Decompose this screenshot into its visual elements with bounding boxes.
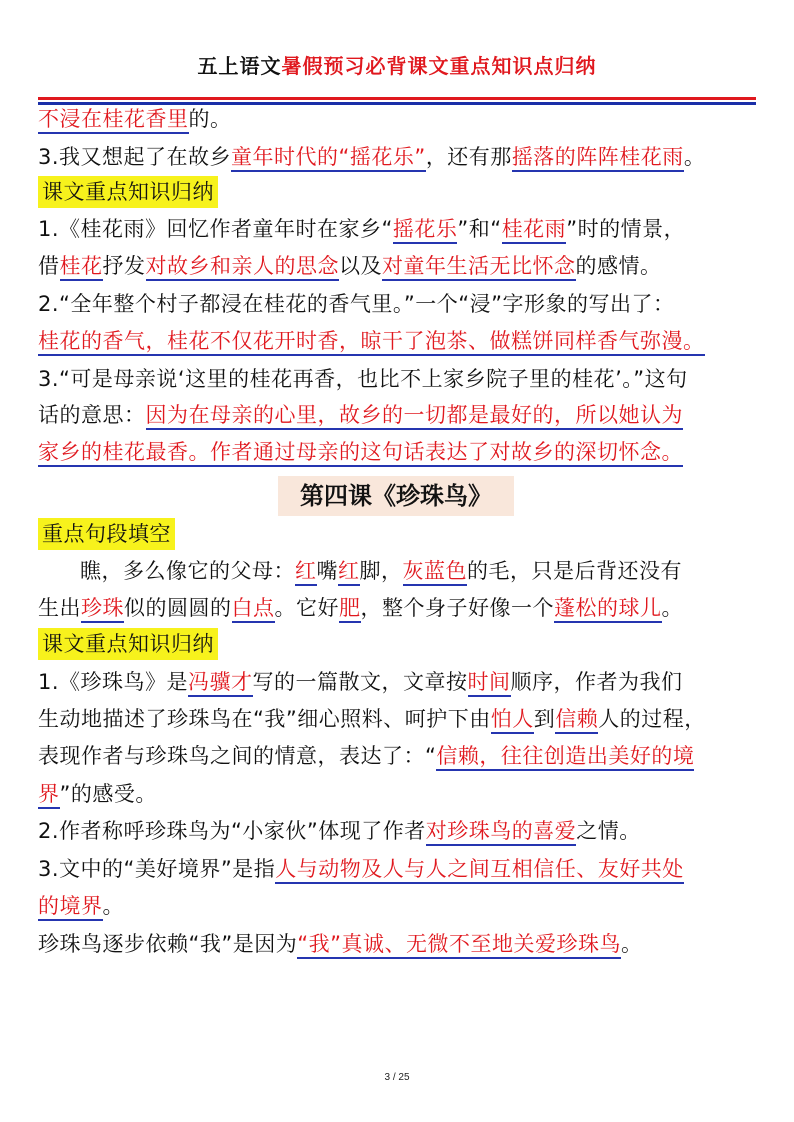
page-title <box>0 40 794 92</box>
plain-text: 3.我又想起了在故乡 <box>38 145 232 169</box>
text-line <box>38 593 758 623</box>
plain-text: 到 <box>533 707 556 731</box>
answer-text: 怕人 <box>491 707 534 734</box>
answer-text: 红 <box>338 559 360 586</box>
answer-text: 信赖，往往创造出美好的境 <box>436 744 694 771</box>
answer-text: 因为在母亲的心里，故乡的一切都是最好的，所以她认为 <box>146 403 684 430</box>
section-heading <box>38 176 758 208</box>
answer-text: 珍珠 <box>81 596 124 623</box>
text-line <box>38 104 758 134</box>
text-line <box>38 142 758 172</box>
lesson-title: 第四课《珍珠鸟》 <box>278 476 514 516</box>
text-line <box>38 437 758 467</box>
plain-text: 。 <box>102 894 124 918</box>
plain-text: 。 <box>661 596 683 620</box>
plain-text: 生动地描述了珍珠鸟在“我”细心照料、呵护下由 <box>38 707 491 731</box>
plain-text: 的。 <box>188 107 232 131</box>
answer-text: 白点 <box>232 596 275 623</box>
plain-text: 抒发 <box>102 254 146 278</box>
text-line: 3.“可是母亲说‘这里的桂花再香，也比不上家乡院子里的桂花’。”这句 <box>38 367 688 391</box>
plain-text: 之情。 <box>576 819 641 843</box>
text-line <box>38 667 758 697</box>
plain-text: 珍珠鸟逐步依赖“我”是因为 <box>38 932 298 956</box>
plain-text: 1.《桂花雨》回忆作者童年时在家乡“ <box>38 217 393 241</box>
answer-text: 蓬松的球儿 <box>554 596 662 623</box>
plain-text: 的毛，只是后背还没有 <box>467 559 682 583</box>
section-heading <box>38 518 758 550</box>
plain-text: 。 <box>621 932 643 956</box>
plain-text: 生出 <box>38 596 81 620</box>
answer-text: “我”真诚、无微不至地关爱珍珠鸟 <box>297 932 621 959</box>
page-title-main: 暑假预习必背课文重点知识点归纳 <box>281 54 597 78</box>
text-line <box>38 400 758 430</box>
text-line <box>38 704 758 734</box>
plain-text: 的感情。 <box>575 254 662 278</box>
plain-text: 。 <box>683 145 706 169</box>
plain-text: 借 <box>38 254 60 278</box>
answer-text: 摇落的阵阵桂花雨 <box>512 145 684 172</box>
answer-text: 对故乡和亲人的思念 <box>146 254 340 281</box>
answer-text: 对珍珠鸟的喜爱 <box>426 819 577 846</box>
plain-text: ”的感受。 <box>59 782 157 806</box>
title-divider-red <box>38 97 756 100</box>
plain-text: 脚， <box>359 559 403 583</box>
highlight-heading: 课文重点知识归纳 <box>38 628 218 660</box>
plain-text: 话的意思： <box>38 403 146 427</box>
answer-text: 人与动物及人与人之间互相信任、友好共处 <box>275 857 684 884</box>
answer-text: 对童年生活无比怀念 <box>382 254 576 281</box>
plain-text: 。它好 <box>274 596 339 620</box>
text-line <box>38 891 758 921</box>
plain-text: 表现作者与珍珠鸟之间的情意，表达了：“ <box>38 744 437 768</box>
answer-text: 界 <box>38 782 60 809</box>
answer-text: 信赖 <box>555 707 598 734</box>
answer-text: 桂花雨 <box>502 217 567 244</box>
answer-text: 肥 <box>339 596 361 623</box>
plain-text: 嘴 <box>316 559 338 583</box>
answer-text: 冯骥才 <box>188 670 253 697</box>
plain-text: 瞧，多么像它的父母： <box>80 559 295 583</box>
answer-text: 摇花乐 <box>393 217 458 244</box>
plain-text: 顺序，作者为我们 <box>510 670 683 694</box>
answer-text: 不浸在桂花香里 <box>38 107 189 134</box>
answer-text: 的境界 <box>38 894 103 921</box>
text-line <box>38 929 758 959</box>
answer-text: 时间 <box>468 670 511 697</box>
plain-text: ，还有那 <box>425 145 512 169</box>
page-title-prefix: 五上语文 <box>197 54 282 78</box>
answer-text: 灰蓝色 <box>403 559 468 586</box>
text-line <box>38 779 758 809</box>
highlight-heading: 重点句段填空 <box>38 518 175 550</box>
answer-text: 家乡的桂花最香。作者通过母亲的这句话表达了对故乡的深切怀念。 <box>38 440 683 467</box>
plain-text: ，整个身子好像一个 <box>360 596 554 620</box>
plain-text: ”时的情景， <box>566 217 686 241</box>
answer-text: 桂花 <box>60 254 103 281</box>
text-line <box>38 854 758 884</box>
text-line <box>38 816 758 846</box>
text-line <box>38 741 758 771</box>
text-line <box>38 326 758 356</box>
plain-text: 写的一篇散文，文章按 <box>252 670 468 694</box>
highlight-heading: 课文重点知识归纳 <box>38 176 218 208</box>
text-line <box>38 556 758 586</box>
answer-text: 红 <box>295 559 317 586</box>
section-heading <box>38 628 758 660</box>
plain-text: 1.《珍珠鸟》是 <box>38 670 189 694</box>
answer-text: 童年时代的“摇花乐” <box>231 145 426 172</box>
plain-text: 2.作者称呼珍珠鸟为“小家伙”体现了作者 <box>38 819 426 843</box>
page-number: 3 / 25 <box>384 1072 410 1083</box>
plain-text: 人的过程， <box>598 707 706 731</box>
answer-text: 桂花的香气，桂花不仅花开时香，晾干了泡茶、做糕饼同样香气弥漫。 <box>38 329 705 356</box>
text-line <box>38 251 758 281</box>
plain-text: 以及 <box>339 254 382 278</box>
plain-text: 3.文中的“美好境界”是指 <box>38 857 276 881</box>
text-line: 2.“全年整个村子都浸在桂花的香气里。”一个“浸”字形象的写出了： <box>38 292 675 316</box>
text-line <box>38 214 758 244</box>
plain-text: 似的圆圆的 <box>124 596 232 620</box>
plain-text: ”和“ <box>457 217 502 241</box>
